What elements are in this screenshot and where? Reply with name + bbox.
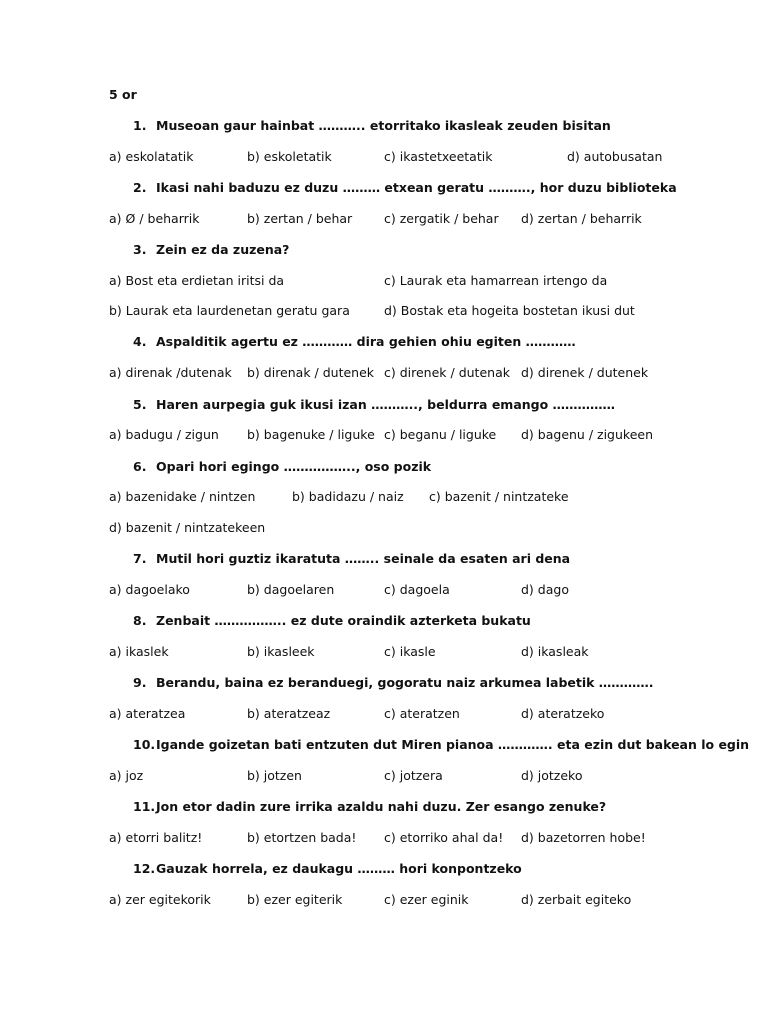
option-a: a) zer egitekorik bbox=[109, 892, 211, 907]
question-9 bbox=[133, 675, 654, 690]
option-d: d) zertan / beharrik bbox=[521, 211, 642, 226]
question-text: Haren aurpegia guk ikusi izan ……….., beldurra emango …………… bbox=[156, 397, 616, 412]
question-number: 7. bbox=[133, 551, 147, 566]
option-a: a) etorri balitz! bbox=[109, 830, 203, 845]
question-5 bbox=[133, 397, 615, 412]
option-c: c) direnek / dutenak bbox=[384, 365, 510, 380]
option-c: c) ikasle bbox=[384, 644, 436, 659]
page-header: 5 or bbox=[109, 87, 137, 102]
question-text: Berandu, baina ez beranduegi, gogoratu naiz arkumea labetik …………. bbox=[156, 675, 654, 690]
question-6 bbox=[133, 459, 431, 474]
question-text: Aspalditik agertu ez ………… dira gehien ohiu egiten ………… bbox=[156, 334, 576, 349]
question-number: 10. bbox=[133, 737, 156, 752]
question-text: Zenbait …………….. ez dute oraindik azterketa bukatu bbox=[156, 613, 531, 628]
question-12 bbox=[133, 861, 522, 876]
option-c: c) dagoela bbox=[384, 582, 450, 597]
option-b: b) ateratzeaz bbox=[247, 706, 331, 721]
option-a: a) badugu / zigun bbox=[109, 427, 219, 442]
option-c: c) jotzera bbox=[384, 768, 443, 783]
option-c: c) ikastetxeetatik bbox=[384, 149, 493, 164]
question-11 bbox=[133, 799, 606, 814]
option-c: c) ezer eginik bbox=[384, 892, 469, 907]
question-8 bbox=[133, 613, 531, 628]
option-d: d) bazenit / nintzatekeen bbox=[109, 520, 266, 535]
question-text: Ikasi nahi baduzu ez duzu ……… etxean geratu ………., hor duzu biblioteka bbox=[156, 180, 677, 195]
option-d: d) autobusatan bbox=[567, 149, 663, 164]
question-number: 5. bbox=[133, 397, 147, 412]
option-d: d) zerbait egiteko bbox=[521, 892, 632, 907]
question-number: 9. bbox=[133, 675, 147, 690]
option-d: d) direnek / dutenek bbox=[521, 365, 649, 380]
option-b: b) badidazu / naiz bbox=[292, 489, 404, 504]
option-a: a) ikaslek bbox=[109, 644, 169, 659]
option-a: a) Bost eta erdietan iritsi da bbox=[109, 273, 285, 288]
option-a: a) direnak /dutenak bbox=[109, 365, 232, 380]
question-7 bbox=[133, 551, 570, 566]
option-a: a) ateratzea bbox=[109, 706, 186, 721]
option-d: d) ikasleak bbox=[521, 644, 589, 659]
option-d: d) ateratzeko bbox=[521, 706, 605, 721]
option-d: d) bagenu / zigukeen bbox=[521, 427, 653, 442]
option-c: c) etorriko ahal da! bbox=[384, 830, 504, 845]
question-number: 12. bbox=[133, 861, 156, 876]
option-b: b) Laurak eta laurdenetan geratu gara bbox=[109, 303, 350, 318]
option-b: b) jotzen bbox=[247, 768, 302, 783]
question-text: Zein ez da zuzena? bbox=[156, 242, 290, 257]
question-number: 3. bbox=[133, 242, 147, 257]
question-3 bbox=[133, 242, 289, 257]
question-number: 4. bbox=[133, 334, 147, 349]
option-b: b) direnak / dutenek bbox=[247, 365, 375, 380]
option-b: b) dagoelaren bbox=[247, 582, 335, 597]
option-c: c) zergatik / behar bbox=[384, 211, 499, 226]
question-text: Mutil hori guztiz ikaratuta …….. seinale da esaten ari dena bbox=[156, 551, 571, 566]
option-a: a) bazenidake / nintzen bbox=[109, 489, 256, 504]
question-number: 6. bbox=[133, 459, 147, 474]
option-d: d) dago bbox=[521, 582, 569, 597]
question-4 bbox=[133, 334, 576, 349]
option-c: c) ateratzen bbox=[384, 706, 460, 721]
question-number: 2. bbox=[133, 180, 147, 195]
option-d: d) Bostak eta hogeita bostetan ikusi dut bbox=[384, 303, 635, 318]
question-2 bbox=[133, 180, 677, 195]
option-c: c) beganu / liguke bbox=[384, 427, 497, 442]
question-number: 8. bbox=[133, 613, 147, 628]
option-b: b) zertan / behar bbox=[247, 211, 353, 226]
option-d: d) bazetorren hobe! bbox=[521, 830, 646, 845]
option-a: a) Ø / beharrik bbox=[109, 211, 200, 226]
option-d: d) jotzeko bbox=[521, 768, 583, 783]
option-b: b) ezer egiterik bbox=[247, 892, 343, 907]
option-c: c) Laurak eta hamarrean irtengo da bbox=[384, 273, 608, 288]
option-c: c) bazenit / nintzateke bbox=[429, 489, 569, 504]
option-b: b) etortzen bada! bbox=[247, 830, 357, 845]
question-text: Opari hori egingo …………….., oso pozik bbox=[156, 459, 432, 474]
option-b: b) bagenuke / liguke bbox=[247, 427, 375, 442]
question-number: 1. bbox=[133, 118, 147, 133]
question-1 bbox=[133, 118, 611, 133]
option-a: a) dagoelako bbox=[109, 582, 190, 597]
option-a: a) joz bbox=[109, 768, 144, 783]
option-a: a) eskolatatik bbox=[109, 149, 194, 164]
question-number: 11. bbox=[133, 799, 156, 814]
question-10 bbox=[133, 737, 749, 752]
question-text: Museoan gaur hainbat ……….. etorritako ikasleak zeuden bisitan bbox=[156, 118, 611, 133]
option-b: b) eskoletatik bbox=[247, 149, 332, 164]
question-text: Jon etor dadin zure irrika azaldu nahi duzu. Zer esango zenuke? bbox=[156, 799, 607, 814]
question-text: Gauzak horrela, ez daukagu ……… hori konpontzeko bbox=[156, 861, 522, 876]
question-text: Igande goizetan bati entzuten dut Miren pianoa …………. eta ezin dut bakean lo egin bbox=[156, 737, 750, 752]
option-b: b) ikasleek bbox=[247, 644, 315, 659]
